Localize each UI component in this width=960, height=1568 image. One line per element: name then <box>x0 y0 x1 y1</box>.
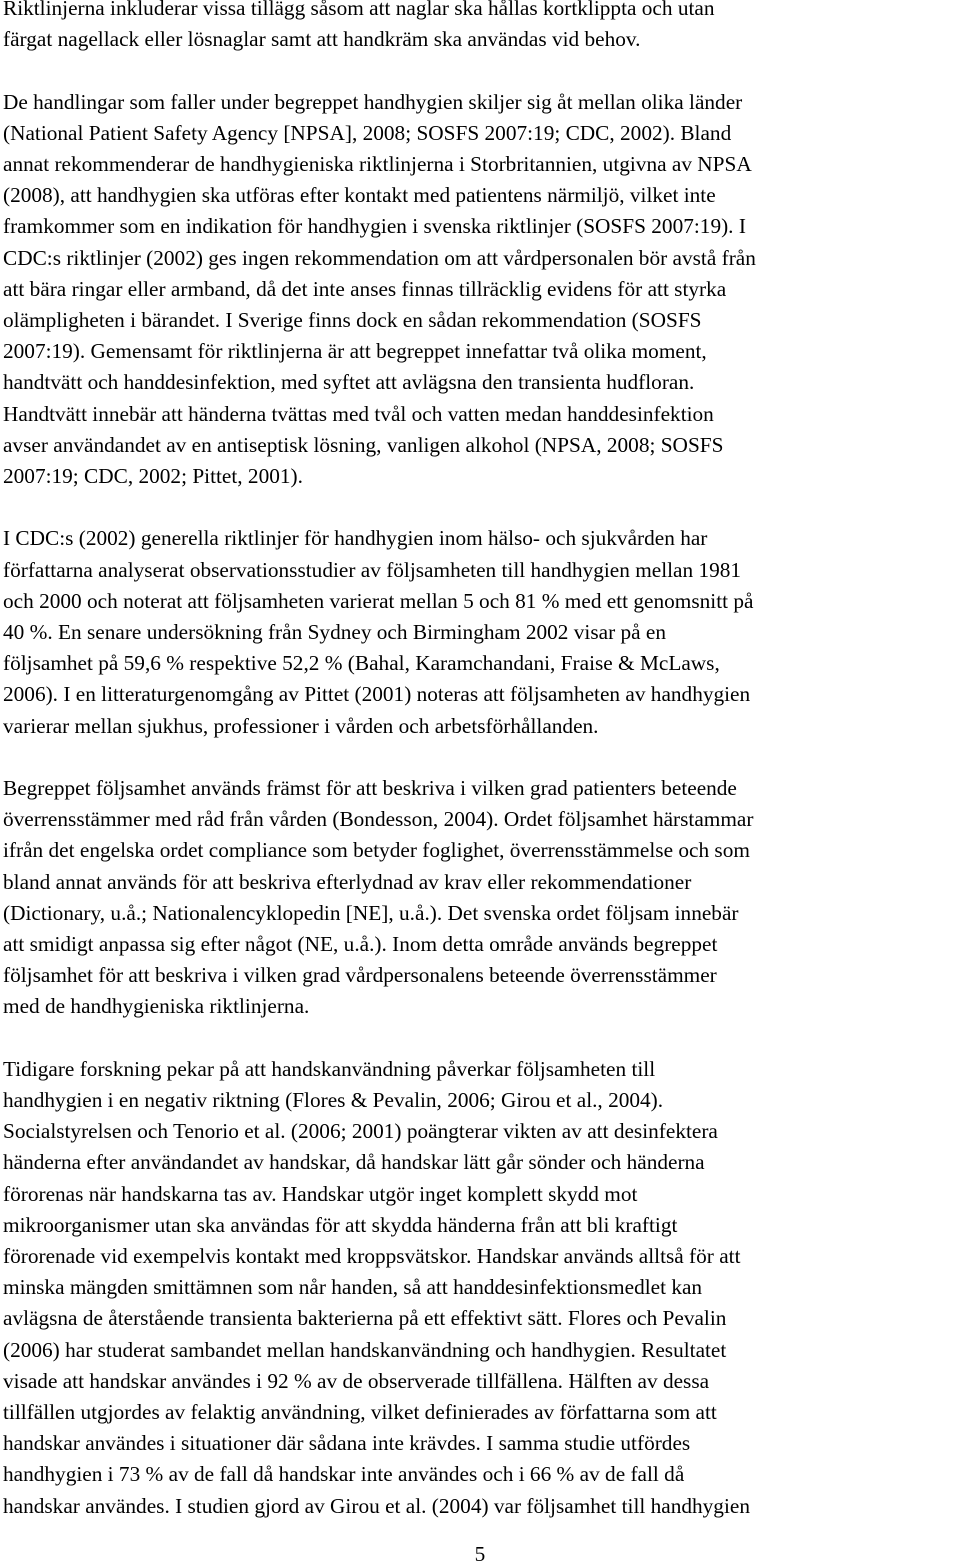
text-line: (2006) har studerat sambandet mellan handskanvändning och handhygien. Resultatet <box>3 1337 727 1362</box>
text-line: (National Patient Safety Agency [NPSA], 2008; SOSFS 2007:19; CDC, 2002). Bland <box>3 120 732 145</box>
text-line: visade att handskar användes i 92 % av de observerade tillfällena. Hälften av dessa <box>3 1368 710 1393</box>
text-line: 2007:19; CDC, 2002; Pittet, 2001). <box>3 464 303 489</box>
text-line: Socialstyrelsen och Tenorio et al. (2006; 2001) poängterar vikten av att desinfektera <box>3 1119 718 1144</box>
text-line: framkommer som en indikation för handhygien i svenska riktlinjer (SOSFS 2007:19). I <box>3 214 746 239</box>
text-line: (Dictionary, u.å.; Nationalencyklopedin [NE], u.å.). Det svenska ordet följsam innebär <box>3 900 739 925</box>
text-line: att bära ringar eller armband, då det inte anses finnas tillräcklig evidens för att styrka <box>3 276 727 301</box>
text-line: följsamhet för att beskriva i vilken grad vårdpersonalens beteende överrensstämmer <box>3 963 717 988</box>
paragraph-glove-use-research <box>3 1054 957 1522</box>
text-line: förorenade vid exempelvis kontakt med kroppsvätskor. Handskar används alltså för att <box>3 1244 741 1269</box>
text-line: handhygien i 73 % av de fall då handskar inte användes och i 66 % av de fall då <box>3 1462 685 1487</box>
text-line: tillfällen utgjordes av felaktig användning, vilket definierades av författarna som att <box>3 1400 717 1425</box>
text-line: avlägsna de återstående transienta bakterierna på ett effektivt sätt. Flores och Pevalin <box>3 1306 727 1331</box>
document-page <box>3 0 957 1522</box>
text-line: bland annat används för att beskriva efterlydnad av krav eller rekommendationer <box>3 869 692 894</box>
text-line: handskar användes. I studien gjord av Girou et al. (2004) var följsamhet till handhygien <box>3 1493 750 1518</box>
paragraph-nail-guidelines <box>3 0 957 55</box>
text-line: 40 %. En senare undersökning från Sydney och Birmingham 2002 visar på en <box>3 620 667 645</box>
text-line: mikroorganismer utan ska användas för att skydda händerna från att bli kraftigt <box>3 1212 678 1237</box>
text-line: CDC:s riktlinjer (2002) ges ingen rekommendation om att vårdpersonalen bör avstå från <box>3 245 756 270</box>
text-line: annat rekommenderar de handhygieniska riktlinjerna i Storbritannien, utgivna av NPSA <box>3 152 752 176</box>
text-line: Handtvätt innebär att händerna tvättas med tvål och vatten medan handdesinfektion <box>3 401 714 426</box>
text-line: I CDC:s (2002) generella riktlinjer för handhygien inom hälso- och sjukvården har <box>3 526 708 551</box>
text-line: handhygien i en negativ riktning (Flores & Pevalin, 2006; Girou et al., 2004). <box>3 1088 664 1113</box>
text-line: författarna analyserat observationsstudier av följsamheten till handhygien mellan 1981 <box>3 557 742 582</box>
text-line: De handlingar som faller under begreppet handhygien skiljer sig åt mellan olika länder <box>3 89 743 114</box>
text-line: med de handhygieniska riktlinjerna. <box>3 994 310 1019</box>
text-line: färgat nagellack eller lösnaglar samt att handkräm ska användas vid behov. <box>3 27 641 52</box>
text-line: och 2000 och noterat att följsamheten varierat mellan 5 och 81 % med ett genomsnitt på <box>3 588 754 613</box>
text-line: ifrån det engelska ordet compliance som betyder foglighet, överrensstämmelse och som <box>3 838 750 863</box>
text-line: att smidigt anpassa sig efter något (NE, u.å.). Inom detta område används begreppet <box>3 932 718 957</box>
paragraph-hand-hygiene-definitions <box>3 87 957 493</box>
text-line: 2007:19). Gemensamt för riktlinjerna är att begreppet innefattar två olika moment, <box>3 339 707 364</box>
page-number: 5 <box>474 1542 486 1566</box>
text-line: 2006). I en litteraturgenomgång av Pittet (2001) noteras att följsamheten av handhygien <box>3 682 751 707</box>
text-line: förorenas när handskarna tas av. Handskar utgör inget komplett skydd mot <box>3 1181 638 1206</box>
text-line: minska mängden smittämnen som når handen, så att handdesinfektionsmedlet kan <box>3 1275 703 1300</box>
text-line: varierar mellan sjukhus, professioner i vården och arbetsförhållanden. <box>3 713 599 738</box>
paragraph-cdc-compliance <box>3 523 957 741</box>
text-line: avser användandet av en antiseptisk lösning, vanligen alkohol (NPSA, 2008; SOSFS <box>3 432 724 457</box>
text-line: (2008), att handhygien ska utföras efter kontakt med patientens närmiljö, vilket inte <box>3 183 716 208</box>
text-line: händerna efter användandet av handskar, då handskar lätt går sönder och händerna <box>3 1150 705 1175</box>
text-line: Begreppet följsamhet används främst för att beskriva i vilken grad patienters beteende <box>3 776 737 801</box>
text-line: Tidigare forskning pekar på att handskanvändning påverkar följsamheten till <box>3 1056 656 1081</box>
paragraph-compliance-definition <box>3 773 957 1023</box>
text-line: överrensstämmer med råd från vården (Bondesson, 2004). Ordet följsamhet härstammar <box>3 807 754 832</box>
text-line: handskar användes i situationer där sådana inte krävdes. I samma studie utfördes <box>3 1431 691 1456</box>
text-line: olämpligheten i bärandet. I Sverige finns dock en sådan rekommendation (SOSFS <box>3 308 702 333</box>
text-line: Riktlinjerna inkluderar vissa tillägg såsom att naglar ska hållas kortklippta och utan <box>3 0 715 20</box>
text-line: handtvätt och handdesinfektion, med syftet att avlägsna den transienta hudfloran. <box>3 370 695 395</box>
text-line: följsamhet på 59,6 % respektive 52,2 % (Bahal, Karamchandani, Fraise & McLaws, <box>3 651 720 676</box>
